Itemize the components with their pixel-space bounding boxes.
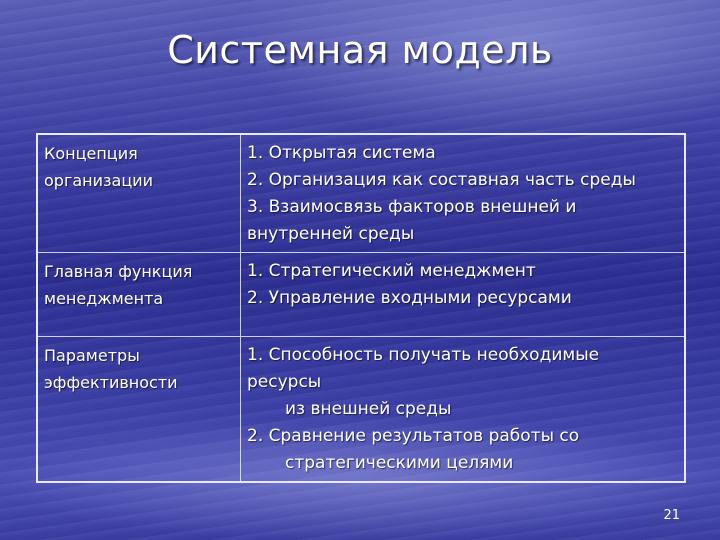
- row-label-efficiency: Параметры эффективности: [37, 337, 241, 483]
- page-number: 21: [663, 508, 680, 523]
- row-content-concept: [241, 134, 686, 253]
- list-item-continuation: из внешней среды: [285, 399, 452, 419]
- list-item: 2. Сравнение результатов работы со: [247, 426, 580, 446]
- list-item: 2. Управление входными ресурсами: [247, 288, 572, 308]
- row-label-concept: Концепция организации: [37, 134, 241, 253]
- list-item: 3. Взаимосвязь факторов внешней и: [247, 197, 577, 217]
- table-row: [37, 253, 685, 337]
- list-item: 1. Открытая система: [247, 143, 436, 163]
- list-item-continuation: внутренней среды: [247, 224, 415, 244]
- list-item: 2. Организация как составная часть среды: [247, 170, 636, 190]
- system-model-table: [36, 133, 686, 483]
- row-label-main-function: Главная функция менеджмента: [37, 253, 241, 337]
- row-content-efficiency: [241, 337, 686, 483]
- slide-title: Системная модель: [167, 28, 553, 72]
- row-content-main-function: [241, 253, 686, 337]
- list-item: 1. Стратегический менеджмент: [247, 261, 536, 281]
- list-item-continuation: стратегическими целями: [285, 453, 514, 473]
- table-row: [37, 337, 685, 483]
- table-row: [37, 134, 685, 253]
- list-item: 1. Способность получать необходимые ресурсы: [247, 345, 600, 392]
